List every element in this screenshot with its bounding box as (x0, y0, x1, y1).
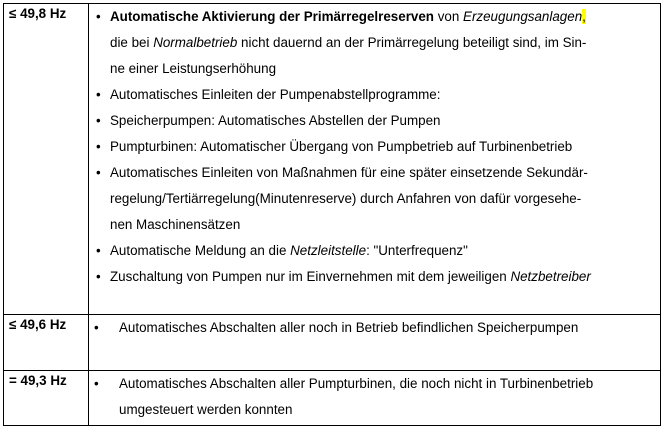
list-item (93, 82, 656, 108)
text-segment: Automatische Aktivierung der Primärregelreserven (110, 9, 434, 24)
measures-cell (89, 315, 661, 371)
text-segment: die bei (110, 35, 154, 50)
bullet-icon: • (96, 165, 101, 180)
text-segment: Erzeugungsanlagen (463, 9, 583, 24)
text-line (119, 397, 656, 423)
text-segment: Automatisches Abschalten aller noch in Betrieb befindlichen Speicherpumpen (119, 320, 579, 335)
text-line (110, 108, 656, 134)
text-segment: nen Maschinensätzen (110, 217, 241, 232)
text-line (119, 315, 656, 341)
measure-list (93, 4, 656, 290)
text-line (110, 160, 656, 186)
text-segment: Zuschaltung von Pumpen nur im Einvernehmen mit dem jeweiligen (110, 269, 511, 284)
text-segment: nicht dauernd an der Primärregelung beteiligt sind, im Sin- (237, 35, 587, 50)
threshold-cell: ≤ 49,8 Hz (4, 4, 89, 315)
text-line (110, 30, 656, 56)
list-item (93, 371, 656, 423)
text-line (119, 371, 656, 397)
list-item (93, 238, 656, 264)
table-row (4, 371, 661, 426)
list-item (93, 108, 656, 134)
measure-list (93, 371, 656, 423)
measure-list (93, 315, 656, 341)
bullet-icon: • (96, 9, 101, 24)
text-line (110, 186, 656, 212)
text-line (110, 134, 656, 160)
text-line (110, 264, 656, 290)
text-segment: Normalbetrieb (153, 35, 238, 50)
text-segment: Pumpturbinen: Automatischer Übergang von Pumpbetrieb auf Turbinenbetrieb (110, 139, 573, 154)
list-item (93, 315, 656, 341)
text-segment: Automatisches Einleiten der Pumpenabstellprogramme: (110, 87, 441, 102)
table-row (4, 315, 661, 371)
text-line (110, 56, 656, 82)
list-item (93, 4, 656, 82)
text-segment: , (582, 9, 586, 24)
text-line (110, 212, 656, 238)
text-line (110, 4, 656, 30)
bullet-icon: • (94, 320, 99, 335)
text-segment: umgesteuert werden konnten (119, 402, 293, 417)
text-segment: ne einer Leistungserhöhung (110, 61, 277, 76)
text-segment: : "Unterfrequenz" (366, 243, 468, 258)
measures-cell (89, 4, 661, 315)
text-segment: Automatisches Einleiten von Maßnahmen für eine später einsetzende Sekundär- (110, 165, 588, 180)
text-segment: Automatische Meldung an die (110, 243, 291, 258)
bullet-icon: • (96, 87, 101, 102)
threshold-cell: ≤ 49,6 Hz (4, 315, 89, 371)
measures-cell (89, 371, 661, 426)
text-line (110, 82, 656, 108)
bullet-icon: • (96, 113, 101, 128)
bullet-icon: • (96, 139, 101, 154)
bullet-icon: • (96, 269, 101, 284)
list-item (93, 134, 656, 160)
text-segment: Netzleitstelle (290, 243, 367, 258)
frequency-measures-table (3, 3, 661, 426)
text-segment: Speicherpumpen: Automatisches Abstellen der Pumpen (110, 113, 441, 128)
threshold-cell: = 49,3 Hz (4, 371, 89, 426)
text-segment: Automatisches Abschalten aller Pumpturbinen, die noch nicht in Turbinenbetrieb (119, 376, 594, 391)
text-segment: regelung/Tertiärregelung(Minutenreserve) durch Anfahren von dafür vorgesehe- (110, 191, 582, 206)
list-item (93, 160, 656, 238)
bullet-icon: • (94, 376, 99, 391)
text-segment: von (433, 9, 464, 24)
list-item (93, 264, 656, 290)
text-segment: Netzbetreiber (510, 269, 591, 284)
text-line (110, 238, 656, 264)
bullet-icon: • (96, 243, 101, 258)
table-row (4, 4, 661, 315)
